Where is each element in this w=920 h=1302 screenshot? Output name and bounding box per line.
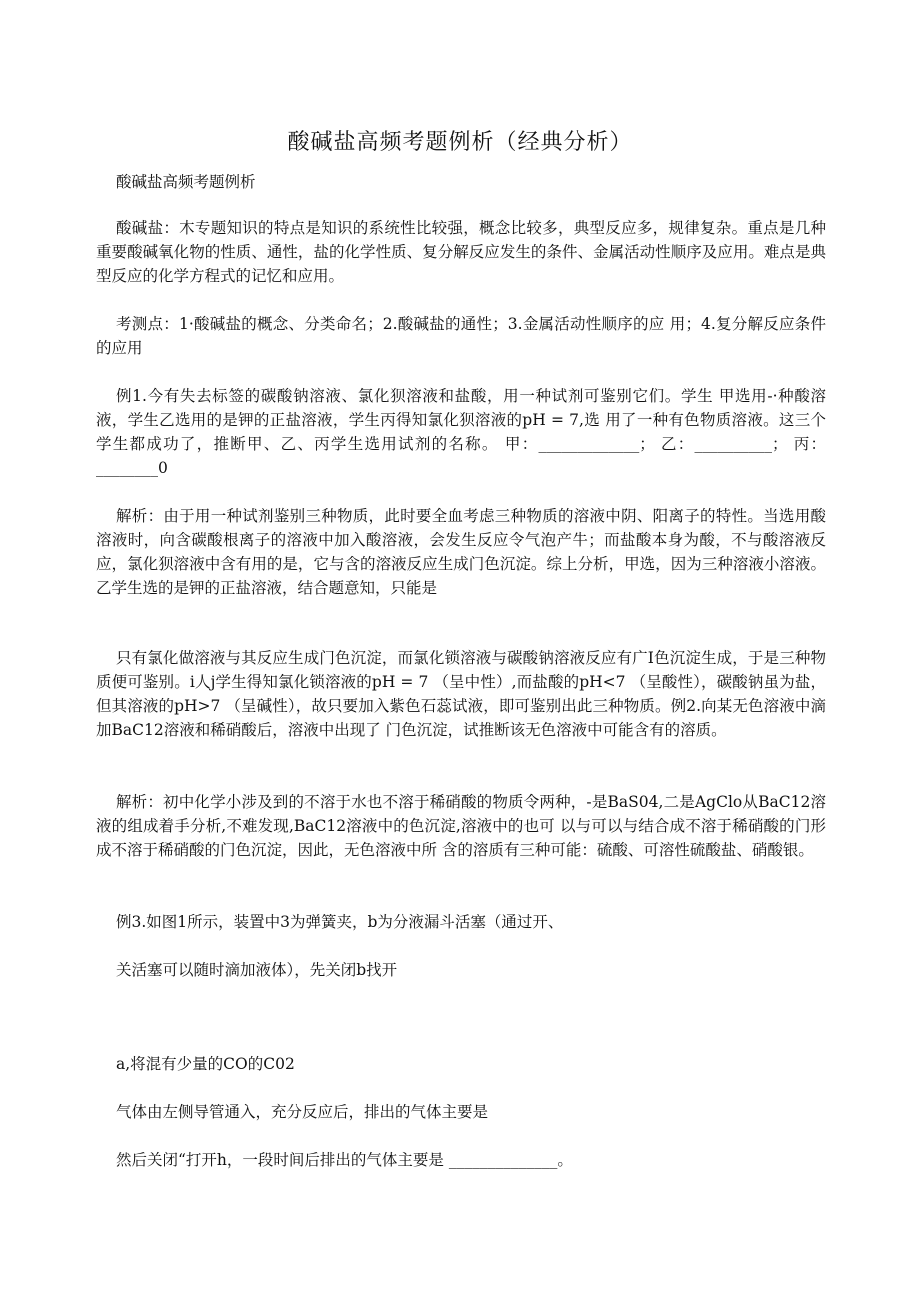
question-a-followup-paragraph: 然后关闭“打开h，一段时间后排出的气体主要是 ______________。 xyxy=(116,1151,573,1169)
example-1-paragraph: 例1.今有失去标签的碳酸钠溶液、氯化狈溶液和盐酸，用一种试剂可鉴别它们。学生 甲选用-·种酸溶液，学生乙选用的是钾的正盐溶液，学生丙得知氯化狈溶液的pH = 7,选 用了一种有色物质溶液。这三个学生都成功了，推断甲、乙、丙学生选用试剂的名称。 甲：_____________； 乙：__________； 丙：________0 xyxy=(96,387,826,477)
question-a-gas-paragraph: 气体由左侧导管通入，充分反应后，排出的气体主要是 xyxy=(116,1103,489,1121)
example-3-continued-paragraph: 关活塞可以随时滴加液体），先关闭b找开 xyxy=(116,961,398,979)
question-a-paragraph: a,将混有少量的CO的C02 xyxy=(116,1055,295,1073)
test-points-paragraph: 考测点：1·酸碱盐的概念、分类命名；2.酸碱盐的通性；3.金属活动性顺序的应 用；4.复分解反应条件的应用 xyxy=(96,315,826,357)
example-3-paragraph: 例3.如图1所示，装置中3为弹簧夹，b为分液漏斗活塞（通过开、 xyxy=(116,913,564,931)
analysis-2-paragraph: 解析：初中化学小涉及到的不溶于水也不溶于稀硝酸的物质令两种，-是BaS04,二是AgClo从BaC12溶液的组成着手分析,不难发现,BaC12溶液中的色沉淀,溶液中的也可 以与可以与结合成不溶于稀硝酸的门形成不溶于稀硝酸的门色沉淀，因此，无色溶液中所 含的溶质有三种可能：硫酸、可溶性硫酸盐、硝酸银。 xyxy=(96,793,826,859)
analysis-1-paragraph: 解析：由于用一种试剂鉴别三种物质，此时要全血考虑三种物质的溶液中阴、阳离子的特性。当选用酸溶液时，向含碳酸根离子的溶液中加入酸溶液，会发生反应令气泡产牛；而盐酸本身为酸，不与酸溶液反应，氯化狈溶液中含有用的是，它与含的溶液反应生成门色沉淀。综上分析，甲选，因为三种溶液小溶液。乙学生选的是钾的正盐溶液，结合题意知，只能是 xyxy=(96,507,826,597)
analysis-1-continued-paragraph: 只有氯化做溶液与其反应生成门色沉淀，而氯化锁溶液与碳酸钠溶液反应有广I色沉淀生成，于是三种物质便可鉴别。i人j学生得知氯化锁溶液的pH = 7 （呈中性）,而盐酸的pH<7 （呈酸性），碳酸钠虽为盐，但其溶液的pH>7 （呈碱性），故只要加入紫色石蕊试液，即可鉴别出此三种物质。例2.向某无色溶液中滴加BaC12溶液和稀硝酸后，溶液中出现了 门色沉淀，试推断该无色溶液中可能含有的溶质。 xyxy=(96,649,826,739)
intro-paragraph: 酸碱盐：木专题知识的特点是知识的系统性比较强，概念比较多，典型反应多，规律复杂。重点是几种重要酸碱氧化物的性质、通性，盐的化学性质、复分解反应发生的条件、金属活动性顺序及应用。难点是典型反应的化学方程式的记忆和应用。 xyxy=(96,219,826,285)
document-title: 酸碱盐高频考题例析（经典分析） xyxy=(287,129,633,155)
subtitle-paragraph: 酸碱盐高频考题例析 xyxy=(116,173,256,191)
